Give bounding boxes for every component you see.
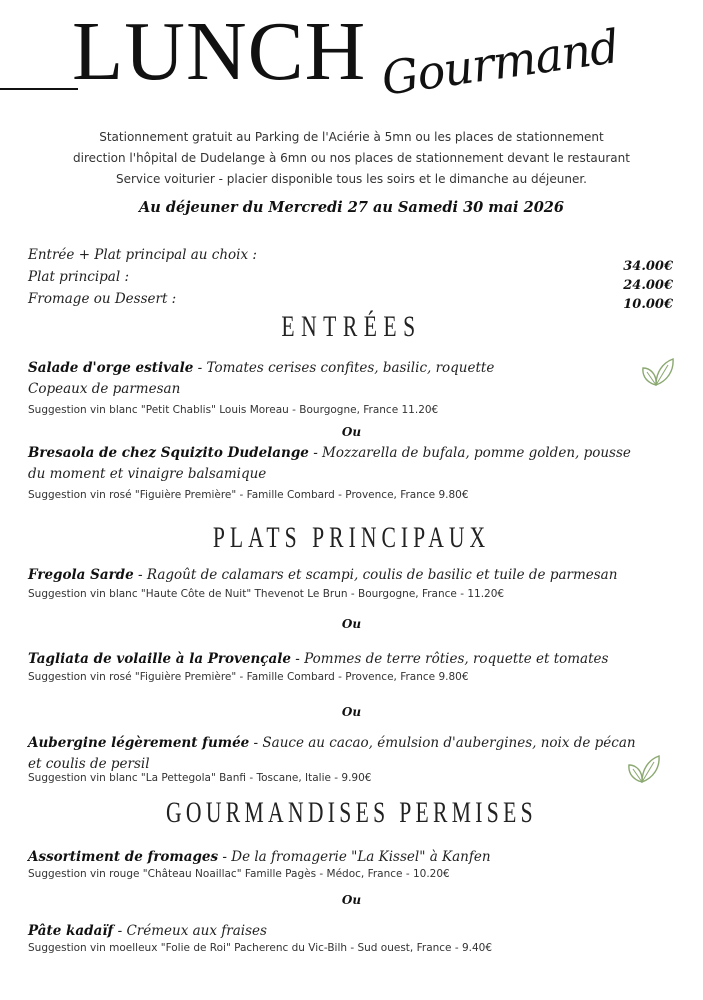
dish-desc: - Pommes de terre rôties, roquette et tomates — [290, 651, 609, 667]
title-lunch: LUNCH — [72, 5, 367, 98]
price-label-combo: Entrée + Plat principal au choix : — [28, 247, 257, 263]
dish-desc-cont: Copeaux de parmesan — [28, 381, 181, 397]
dish-name: Fregola Sarde — [28, 567, 134, 583]
wine-suggestion: Suggestion vin rosé "Figuière Première" - Famille Combard - Provence, France 9.80€ — [28, 671, 469, 683]
title-gourmand: Gourmand — [378, 19, 622, 106]
wine-suggestion: Suggestion vin blanc "Haute Côte de Nuit" Thevenot Le Brun - Bourgogne, France - 11.20€ — [28, 588, 505, 600]
header-rule — [0, 88, 78, 90]
dish-bresaola — [28, 443, 678, 485]
dish-name: Pâte kadaïf — [28, 923, 114, 939]
wine-suggestion: Suggestion vin rosé "Figuière Première" - Famille Combard - Provence, France 9.80€ — [28, 489, 469, 501]
leaf-icon — [624, 752, 662, 786]
dish-desc: - Mozzarella de bufala, pomme golden, pousse — [308, 445, 631, 461]
wine-suggestion: Suggestion vin blanc "La Pettegola" Banfi - Toscane, Italie - 9.90€ — [28, 772, 372, 784]
price-label-main: Plat principal : — [28, 269, 129, 285]
dish-name: Bresaola de chez Squizito Dudelange — [28, 445, 309, 461]
dish-desc: - De la fromagerie "La Kissel" à Kanfen — [218, 849, 491, 865]
dish-name: Aubergine légèrement fumée — [28, 735, 250, 751]
separator-ou: Ou — [341, 425, 362, 439]
price-label-dessert: Fromage ou Dessert : — [28, 291, 177, 307]
price-value-dessert: 10.00€ — [623, 297, 673, 312]
section-title-entrees: ENTRÉES — [281, 310, 422, 343]
dish-fromages — [28, 847, 678, 868]
price-value-main: 24.00€ — [623, 278, 673, 293]
price-value-combo: 34.00€ — [623, 259, 673, 274]
dish-desc: - Sauce au cacao, émulsion d'aubergines, noix de pécan — [249, 735, 636, 751]
dish-name: Assortiment de fromages — [28, 849, 219, 865]
wine-suggestion: Suggestion vin moelleux "Folie de Roi" Pacherenc du Vic-Bilh - Sud ouest, France - 9.40€ — [28, 942, 493, 954]
dish-desc: - Ragoût de calamars et scampi, coulis de basilic et tuile de parmesan — [133, 567, 618, 583]
wine-suggestion: Suggestion vin blanc "Petit Chablis" Louis Moreau - Bourgogne, France 11.20€ — [28, 404, 439, 416]
dish-name: Tagliata de volaille à la Provençale — [28, 651, 291, 667]
separator-ou: Ou — [341, 705, 362, 719]
dish-desc-cont: du moment et vinaigre balsamique — [28, 466, 267, 482]
dish-name: Salade d'orge estivale — [28, 360, 194, 376]
dish-kadaif — [28, 921, 678, 942]
leaf-icon — [638, 355, 676, 389]
info-line-2: direction l'hôpital de Dudelange à 6mn ou nos places de stationnement devant le restaurant — [73, 151, 630, 165]
section-title-plats: PLATS PRINCIPAUX — [212, 521, 491, 554]
dish-salade-orge — [28, 358, 678, 400]
info-line-3: Service voiturier - placier disponible tous les soirs et le dimanche au déjeuner. — [115, 172, 587, 186]
separator-ou: Ou — [341, 893, 362, 907]
section-title-gourmandises: GOURMANDISES PERMISES — [166, 796, 537, 829]
dish-fregola — [28, 565, 678, 586]
dish-aubergine — [28, 733, 678, 775]
dish-desc-cont: et coulis de persil — [28, 756, 150, 772]
wine-suggestion: Suggestion vin rouge "Château Noaillac" Famille Pagès - Médoc, France - 10.20€ — [28, 868, 450, 880]
separator-ou: Ou — [341, 617, 362, 631]
dish-tagliata — [28, 649, 678, 670]
info-line-1: Stationnement gratuit au Parking de l'Aciérie à 5mn ou les places de stationnement — [99, 130, 604, 144]
date-line: Au déjeuner du Mercredi 27 au Samedi 30 mai 2026 — [139, 199, 564, 216]
dish-desc: - Tomates cerises confites, basilic, roquette — [193, 360, 495, 376]
dish-desc: - Crémeux aux fraises — [113, 923, 267, 939]
